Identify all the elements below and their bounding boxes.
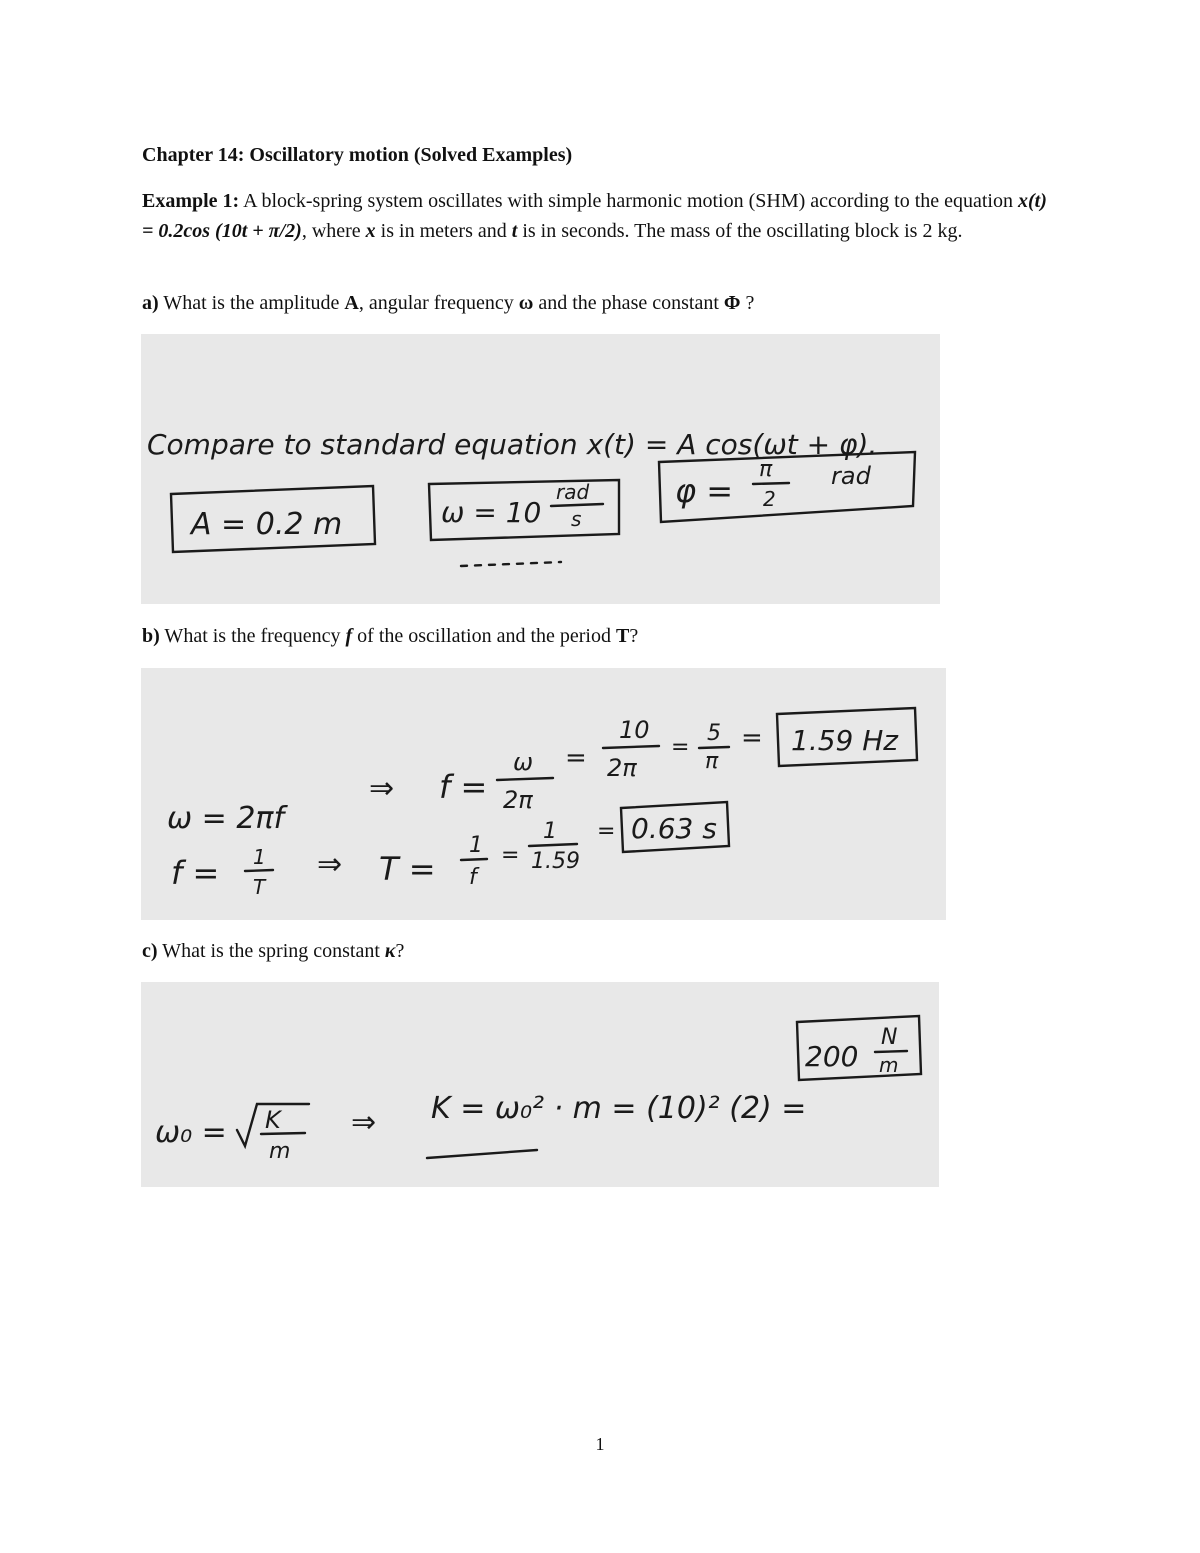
sol-b-r1-arrow: ⇒: [369, 771, 395, 806]
box-phi-fraction-bar: [753, 483, 789, 484]
question-b-t2: of the oscillation and the period: [352, 625, 616, 647]
sol-c-result-val: 200: [805, 1040, 859, 1073]
solution-b-panel: [141, 668, 946, 920]
solution-a-panel: [141, 334, 940, 604]
sol-c-underline: [427, 1150, 537, 1158]
sol-b-r2-frac3-bar: [529, 844, 577, 846]
question-b-f: f: [345, 625, 353, 647]
sol-b-r1-frac3-den: π: [705, 749, 719, 774]
page-number: 1: [595, 1434, 605, 1454]
box-amplitude-text: A = 0.2 m: [191, 507, 343, 542]
example-equation: x(t) = 0.2cos (10t + π/2): [142, 190, 1047, 242]
question-a-phi: Φ: [723, 292, 741, 314]
sol-c-sqrt-den: m: [269, 1139, 291, 1164]
sol-b-r1-frac3-num: 5: [707, 721, 721, 746]
solution-c-panel: [141, 982, 939, 1187]
solution-c-handwriting: [141, 982, 939, 1187]
question-c-t2: ?: [395, 940, 405, 962]
question-a-t4: ?: [740, 292, 755, 314]
sol-b-r2-frac-num: 1: [253, 845, 266, 869]
question-b-T: T: [615, 625, 630, 647]
question-c-k: κ: [384, 940, 396, 962]
sol-b-r2-result: 0.63 s: [631, 812, 717, 845]
sol-b-r2-frac3-den: 1.59: [531, 849, 580, 874]
box-omega-den: s: [571, 507, 582, 531]
sol-c-result-unit-num: N: [881, 1025, 898, 1050]
sol-b-r2-frac-den: T: [253, 875, 266, 899]
solution-a-line1: Compare to standard equation x(t) = A cos(ωt + φ).: [147, 428, 878, 461]
example-paragraph: [142, 186, 1062, 246]
box-phi-den: 2: [763, 487, 776, 511]
question-a-omega: ω: [518, 292, 534, 314]
sol-b-r1-frac2-den: 2π: [607, 754, 637, 782]
scribble-underline: [461, 562, 561, 566]
sol-b-r1-frac-den: 2π: [503, 786, 533, 814]
sol-c-sqrt-bar: [261, 1133, 305, 1134]
sol-b-r2-arrow: ⇒: [317, 847, 343, 882]
sol-b-r2-frac2-den: f: [469, 865, 477, 890]
box-omega-lhs: ω = 10: [441, 496, 542, 529]
sol-c-result-unit-bar: [875, 1051, 907, 1052]
question-c-label: c): [142, 940, 158, 962]
box-omega-fraction-bar: [551, 504, 603, 506]
question-c-t1: What is the spring constant: [157, 940, 385, 962]
box-phi-num: π: [759, 457, 773, 482]
sol-c-k-expr: K = ω₀² · m = (10)² (2) =: [431, 1091, 807, 1126]
question-a-t2: , angular frequency: [358, 292, 519, 314]
sol-b-r1-eq3: =: [741, 723, 763, 753]
sol-b-r2-eq2: =: [597, 819, 616, 844]
sol-b-r2-frac2-bar: [461, 859, 487, 860]
question-a-t1: What is the amplitude: [158, 292, 345, 314]
sol-b-r2-frac-bar: [245, 870, 273, 871]
example-text-4: is in seconds. The mass of the oscillating block is 2 kg.: [517, 220, 963, 242]
sol-b-r1-frac3-bar: [699, 747, 729, 748]
sol-b-r1-frac2-bar: [603, 746, 659, 748]
sol-b-r1-eq2: =: [671, 735, 690, 760]
question-a: [142, 292, 754, 315]
question-c: [142, 940, 404, 963]
box-omega-num: rad: [556, 480, 590, 504]
example-var-t: t: [511, 220, 518, 242]
sol-b-r1-f: f =: [439, 768, 488, 806]
sol-c-lhs: ω₀ =: [155, 1115, 227, 1150]
example-label: Example 1:: [142, 190, 240, 212]
sol-b-r1-result: 1.59 Hz: [791, 724, 898, 757]
sol-b-r2-frac3-num: 1: [543, 819, 557, 844]
example-text-1: A block-spring system oscillates with simple harmonic motion (SHM) according to the equation: [239, 190, 1018, 212]
sol-b-r1-frac2-num: 10: [619, 716, 650, 744]
sol-b-r1-frac-bar: [497, 778, 553, 780]
question-b-label: b): [142, 625, 160, 647]
sol-b-r2-T: T =: [379, 850, 436, 888]
example-text-2: , where: [301, 220, 366, 242]
sol-b-r2-lhs: f =: [171, 854, 220, 892]
question-b-t3: ?: [629, 625, 639, 647]
sol-b-r1-frac-num: ω: [513, 748, 534, 776]
sol-c-result-unit-den: m: [879, 1053, 899, 1077]
question-b-t1: What is the frequency: [159, 625, 346, 647]
question-a-t3: and the phase constant: [533, 292, 724, 314]
question-a-A: A: [344, 292, 359, 314]
page-title: Chapter 14: Oscillatory motion (Solved Examples): [142, 144, 573, 166]
solution-a-handwriting: [141, 334, 940, 604]
sol-c-sqrt-num: K: [265, 1106, 281, 1134]
sol-b-r1-lhs: ω = 2πf: [167, 801, 285, 836]
sol-b-r2-frac2-num: 1: [469, 833, 483, 858]
question-a-label: a): [142, 292, 159, 314]
question-b: [142, 625, 638, 648]
sol-b-r1-eq: =: [565, 743, 587, 773]
example-text-3: is in meters and: [375, 220, 512, 242]
sol-c-arrow: ⇒: [351, 1105, 377, 1140]
box-phi-lhs: φ =: [675, 472, 734, 510]
sol-b-r2-eq: =: [501, 843, 520, 868]
box-phi-unit: rad: [831, 462, 871, 490]
solution-b-handwriting: [141, 668, 946, 920]
example-var-x: x: [365, 220, 376, 242]
